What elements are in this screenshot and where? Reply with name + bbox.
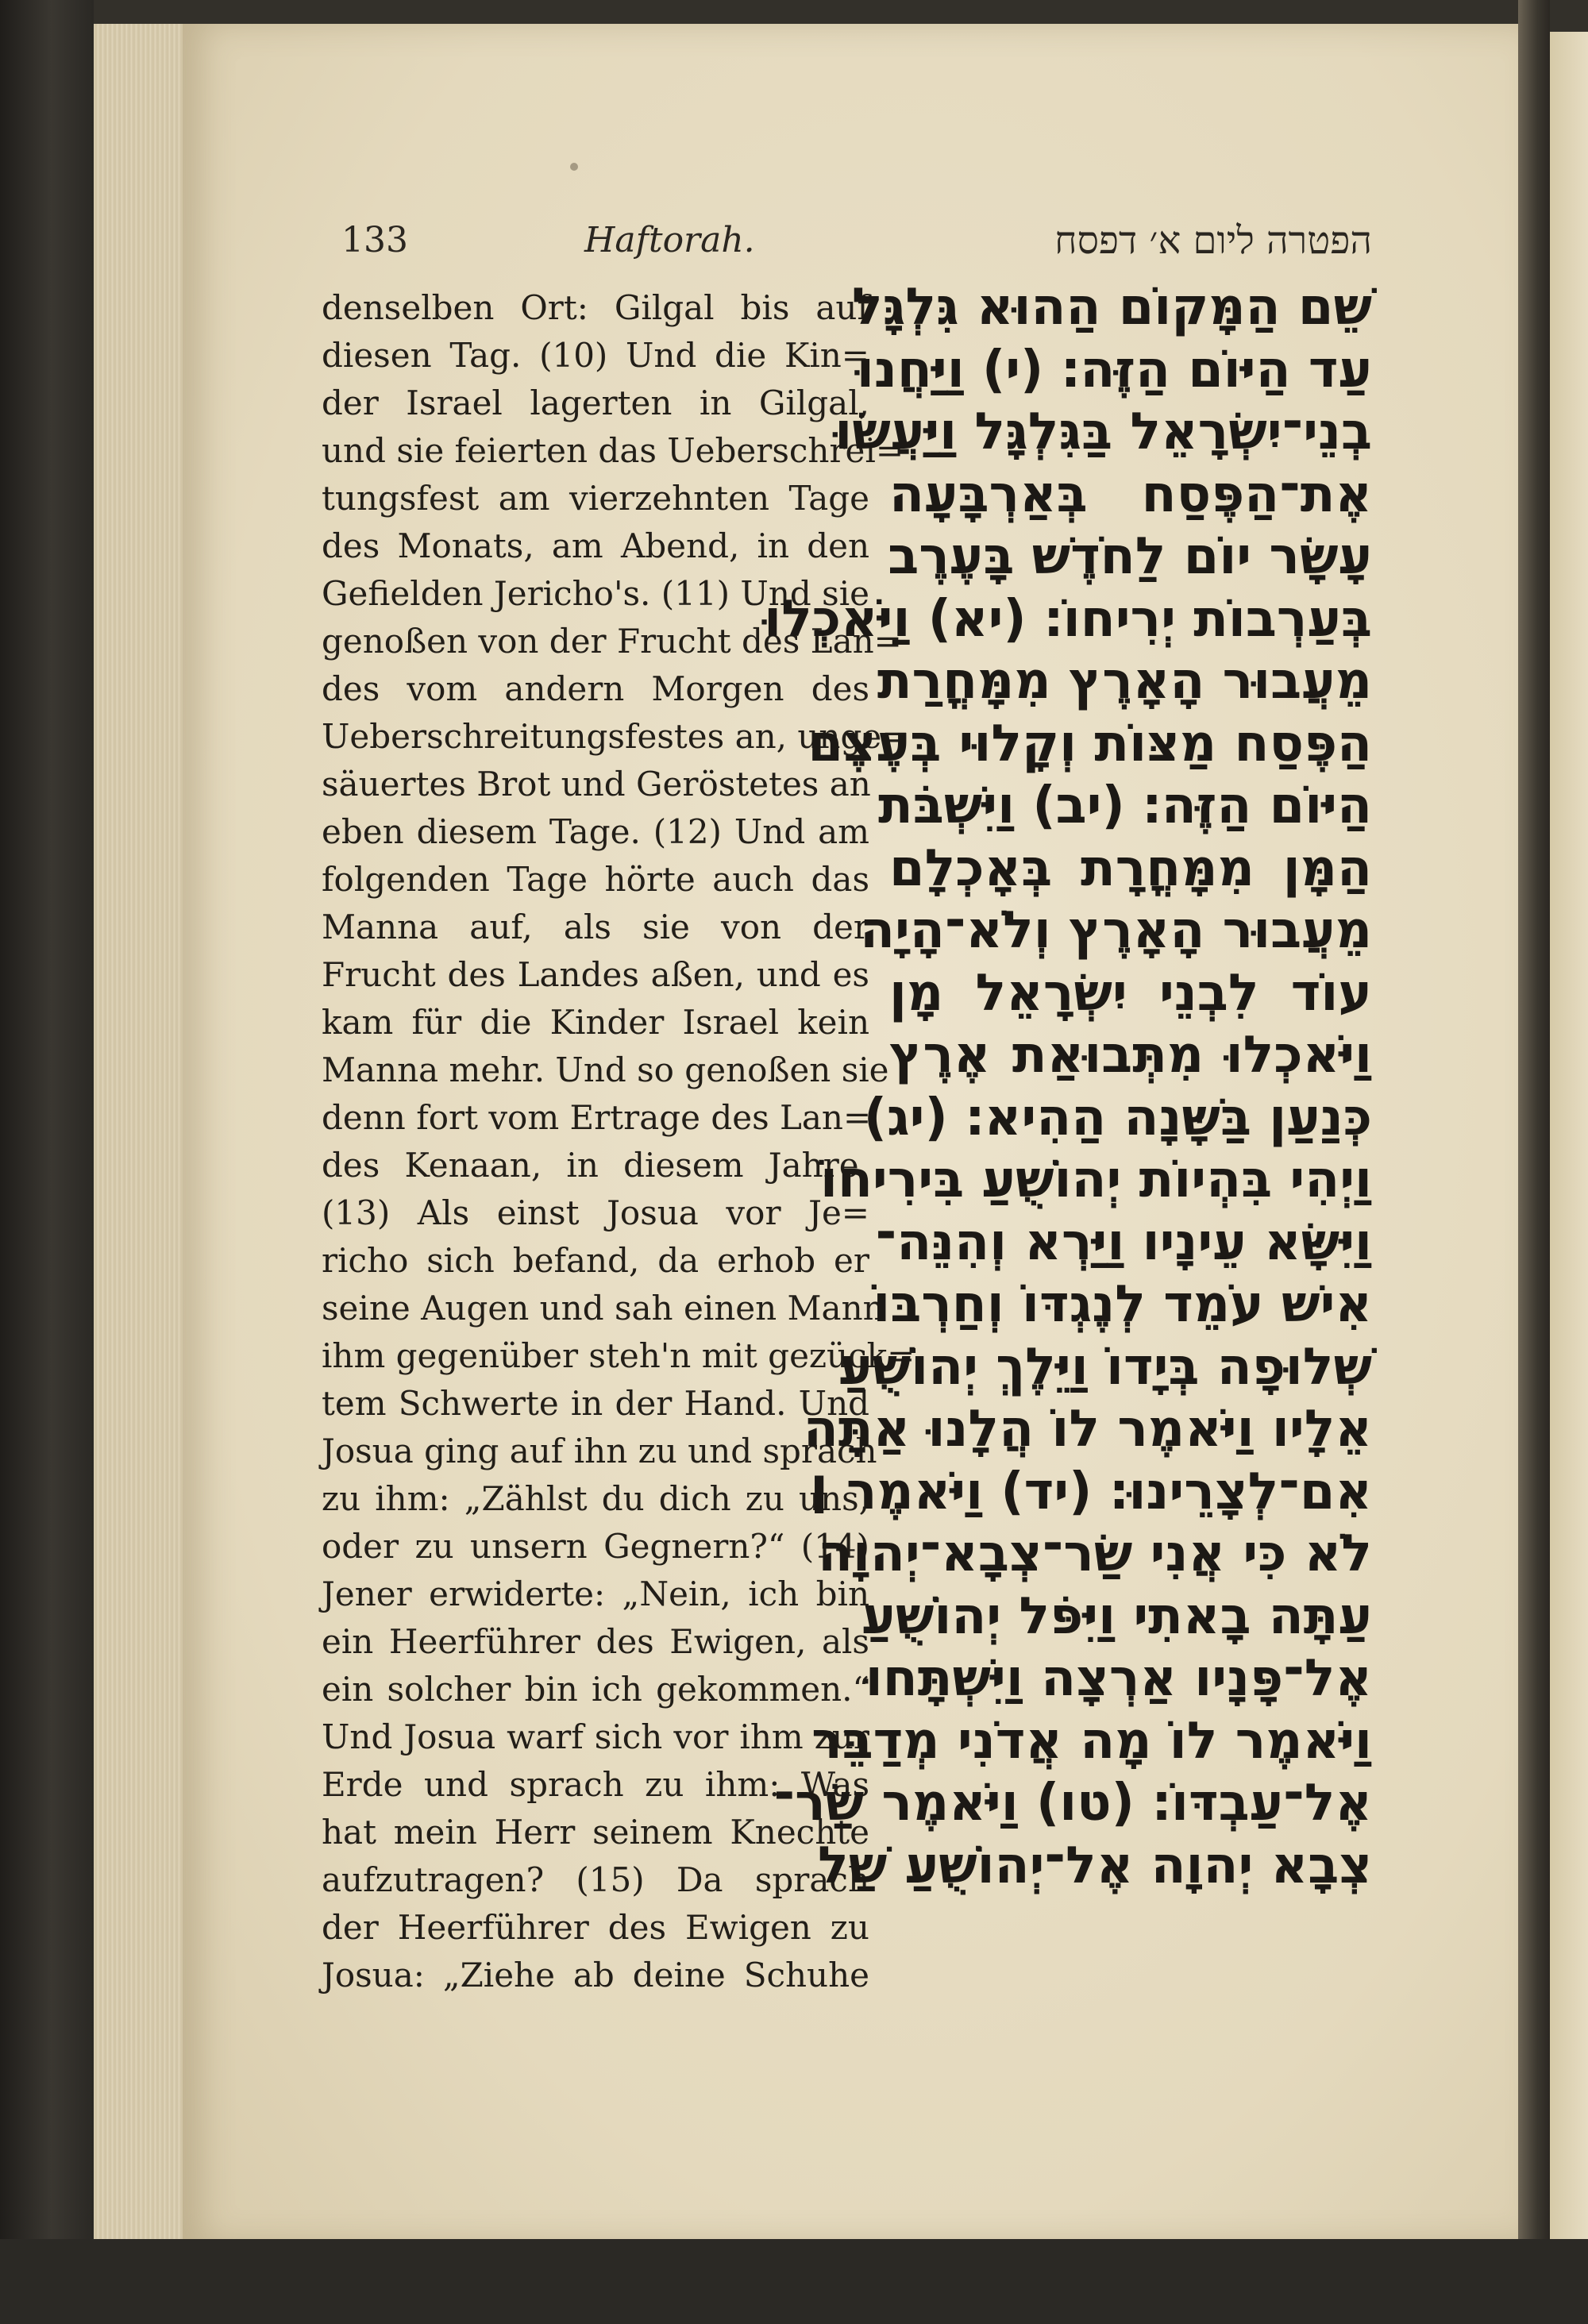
- german-text-line: hat mein Herr seinem Knechte: [322, 1813, 869, 1852]
- german-text-line: folgenden Tage hörte auch das: [322, 860, 869, 899]
- german-text-line: tem Schwerte in der Hand. Und: [322, 1384, 869, 1423]
- hebrew-text-line: הַמָּן מִמָּחֳרָת בְּאָכְלָם: [889, 838, 1372, 898]
- facing-page-edge: [1550, 32, 1588, 2243]
- german-text-line: genoßen von der Frucht des Lan=: [322, 622, 902, 661]
- german-text-line: seine Augen und sah einen Mann: [322, 1289, 885, 1328]
- german-text-line: zu ihm: „Zählst du dich zu uns,: [322, 1479, 869, 1518]
- hebrew-text-line: מֵעֲבוּר הָאָרֶץ וְלֹא־הָיָה: [860, 901, 1372, 960]
- german-text-line: denn fort vom Ertrage des Lan=: [322, 1098, 872, 1137]
- german-text-line: Manna mehr. Und so genoßen sie: [322, 1050, 889, 1089]
- german-text-line: Frucht des Landes aßen, und es: [322, 955, 869, 994]
- page-number: 133: [341, 220, 408, 260]
- hebrew-text-line: צְבָא יְהוָה אֶל־יְהוֹשֻׁעַ שַׁל: [818, 1836, 1372, 1895]
- german-text-line: des vom andern Morgen des: [322, 669, 869, 708]
- hebrew-text-line: מֵעֲבוּר הָאָרֶץ מִמָּחֳרַת: [877, 652, 1372, 711]
- german-text-line: oder zu unsern Gegnern?“ (14): [322, 1527, 869, 1566]
- hebrew-text-line: הַפֶּסַח מַצּוֹת וְקָלוּי בְּעֶצֶם: [807, 714, 1372, 773]
- german-text-line: des Monats, am Abend, in den: [322, 526, 869, 565]
- german-text-line: Josua ging auf ihn zu und sprach: [322, 1432, 877, 1470]
- german-text-line: denselben Ort: Gilgal bis auf: [322, 288, 869, 327]
- book-cover-bottom: [0, 2239, 1588, 2324]
- hebrew-text-line: וַיְהִי בִּהְיוֹת יְהוֹשֻׁעַ בִּירִיחוֹ: [819, 1150, 1372, 1209]
- hebrew-text-line: אִישׁ עֹמֵד לְנֶגְדּוֹ וְחַרְבּוֹ: [873, 1275, 1372, 1334]
- hebrew-text-line: בְּעַרְבוֹת יְרִיחוֹ׃ (יא) וַיֹּאכְלוּ: [764, 589, 1372, 649]
- hebrew-text-column: [764, 276, 1372, 1897]
- german-text-line: aufzutragen? (15) Da sprach: [322, 1860, 869, 1899]
- book-cover-left: [0, 0, 94, 2324]
- german-text-line: Manna auf, als sie von der: [322, 908, 869, 946]
- hebrew-text-line: וַיֹּאכְלוּ מִתְּבוּאַת אֶרֶץ: [889, 1026, 1372, 1085]
- hebrew-text-line: שֵׁם הַמָּקוֹם הַהוּא גִּלְגָּל: [852, 278, 1372, 337]
- hebrew-text-line: עוֹד לִבְנֵי יִשְׂרָאֵל מָן: [889, 963, 1372, 1023]
- german-text-line: des Kenaan, in diesem Jahre.: [322, 1146, 869, 1185]
- german-text-line: richo sich befand, da erhob er: [322, 1241, 869, 1280]
- hebrew-text-line: בְנֵי־יִשְׂרָאֵל בַּגִּלְגָּל וַיַּעֲשׂוּ: [834, 403, 1372, 461]
- hebrew-text-line: הַיּוֹם הַזֶּה׃ (יב) וַיִּשְׁבֹּת: [877, 777, 1372, 835]
- german-text-line: kam für die Kinder Israel kein: [322, 1003, 869, 1042]
- german-text-line: ihm gegenüber steh'n mit gezück=: [322, 1336, 915, 1375]
- book-gutter: [1518, 0, 1550, 2324]
- german-text-line: eben diesem Tage. (12) Und am: [322, 812, 869, 851]
- german-text-line: ein Heerführer des Ewigen, als: [322, 1622, 869, 1661]
- german-text-line: Josua: „Ziehe ab deine Schuhe: [322, 1956, 869, 1994]
- german-text-line: säuertes Brot und Geröstetes an: [322, 765, 871, 804]
- hebrew-text-line: אֶל־עַבְדּוֹ׃ (טו) וַיֹּאמֶר שַׂר־: [773, 1774, 1372, 1833]
- german-text-line: Erde und sprach zu ihm: Was: [322, 1765, 869, 1804]
- hebrew-text-line: עָשָׂר יוֹם לַחֹדֶשׁ בָּעֶרֶב: [888, 527, 1372, 586]
- german-text-line: der Israel lagerten in Gilgal,: [322, 383, 869, 422]
- hebrew-text-line: וַיִּשָּׂא עֵינָיו וַיַּרְא וְהִנֵּה־: [875, 1212, 1372, 1272]
- page-edges: [94, 24, 189, 2243]
- hebrew-text-line: אֶת־הַפֶּסַח בְּאַרְבָּעָה: [889, 464, 1372, 524]
- hebrew-text-line: לֹא כִּי אֲנִי שַׂר־צְבָא־יְהוָה: [817, 1524, 1372, 1583]
- hebrew-text-line: וַיֹּאמֶר לוֹ מָה אֲדֹנִי מְדַבֵּר: [811, 1711, 1372, 1771]
- hebrew-text-line: עַד הַיּוֹם הַזֶּה׃ (י) וַיַּחֲנוּ: [856, 340, 1372, 399]
- hebrew-text-line: שְׁלוּפָה בְּיָדוֹ וַיֵּלֶךְ יְהוֹשֻׁעַ: [838, 1337, 1372, 1397]
- hebrew-text-line: כְּנַעַן בַּשָּׁנָה הַהִיא׃ (יג): [863, 1088, 1372, 1147]
- hebrew-text-line: אֶל־פָּנָיו אַרְצָה וַיִּשְׁתָּחוּ: [865, 1649, 1372, 1708]
- german-text-line: tungsfest am vierzehnten Tage: [322, 479, 869, 518]
- paper-speck: [570, 163, 578, 171]
- german-text-line: der Heerführer des Ewigen zu: [322, 1908, 869, 1947]
- german-text-line: Gefielden Jericho's. (11) Und sie: [322, 574, 869, 613]
- hebrew-text-line: עַתָּה בָאתִי וַיִּפֹּל יְהוֹשֻׁעַ: [861, 1586, 1372, 1646]
- german-text-line: Und Josua warf sich vor ihm zur: [322, 1717, 869, 1756]
- german-text-column: [322, 284, 915, 1999]
- german-text-line: (13) Als einst Josua vor Je=: [322, 1193, 869, 1232]
- running-head-hebrew: הפטרה ליום א׳ דפסח: [1054, 218, 1372, 263]
- german-text-line: Ueberschreitungsfestes an, unge=: [322, 717, 910, 756]
- running-head-german: Haftorah.: [584, 220, 755, 260]
- german-text-line: und sie feierten das Ueberschrei=: [322, 431, 904, 470]
- german-text-line: Jener erwiderte: „Nein, ich bin: [322, 1574, 869, 1613]
- hebrew-text-line: אֵלָיו וַיֹּאמֶר לוֹ הֲלָנוּ אַתָּה: [803, 1400, 1372, 1459]
- german-text-line: ein solcher bin ich gekommen.“: [322, 1670, 869, 1709]
- hebrew-text-line: אִם־לְצָרֵינוּ׃ (יד) וַיֹּאמֶר ׀: [809, 1462, 1372, 1521]
- german-text-line: diesen Tag. (10) Und die Kin=: [322, 336, 869, 375]
